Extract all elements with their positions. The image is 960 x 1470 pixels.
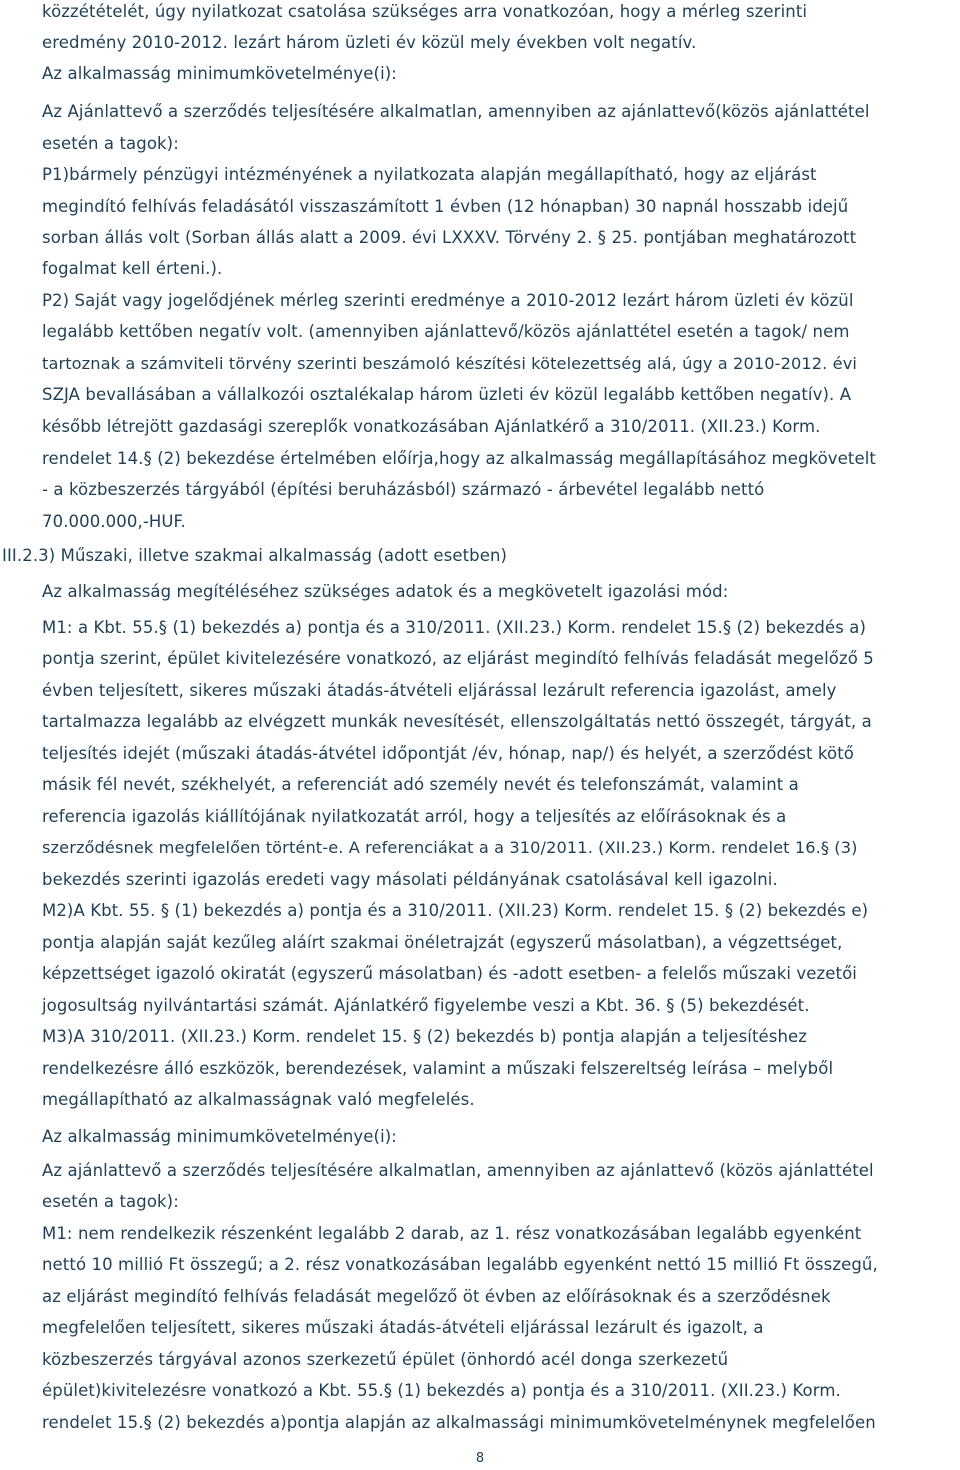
- text-line: megfelelően teljesített, sikeres műszaki átadás-átvételi eljárással lezárult és igazolt, a: [42, 1318, 764, 1337]
- text-line: másik fél nevét, székhelyét, a referenciát adó személy nevét és telefonszámát, valamint a: [42, 775, 799, 794]
- text-line: épület)kivitelezésre vonatkozó a Kbt. 55.§ (1) bekezdés a) pontja és a 310/2011. (XII.23.) Korm.: [42, 1381, 841, 1400]
- text-line: esetén a tagok):: [42, 1192, 179, 1211]
- text-line: nettó 10 millió Ft összegű; a 2. rész vonatkozásában legalább egyenként nettó 15 millió Ft összegű,: [42, 1255, 878, 1274]
- text-line: M2)A Kbt. 55. § (1) bekezdés a) pontja és a 310/2011. (XII.23) Korm. rendelet 15. § (2) bekezdés e): [42, 901, 869, 920]
- text-line: képzettséget igazoló okiratát (egyszerű másolatban) és -adott esetben- a felelős műszaki vezetői: [42, 964, 857, 983]
- text-line: 70.000.000,-HUF.: [42, 512, 186, 531]
- text-line: - a közbeszerzés tárgyából (építési beruházásból) származó - árbevétel legalább nettó: [42, 480, 765, 499]
- section-heading: Az alkalmasság minimumkövetelménye(i):: [42, 64, 397, 83]
- text-line: rendelkezésre álló eszközök, berendezések, valamint a műszaki felszereltség leírása – melyből: [42, 1059, 834, 1078]
- text-line: megállapítható az alkalmasságnak való megfelelés.: [42, 1090, 475, 1109]
- text-line: M1: nem rendelkezik részenként legalább 2 darab, az 1. rész vonatkozásában legalább egyenként: [42, 1224, 862, 1243]
- text-line: tartalmazza legalább az elvégzett munkák nevesítését, ellenszolgáltatás nettó összegét, tárgyát, a: [42, 712, 872, 731]
- text-line: közbeszerzés tárgyával azonos szerkezetű épület (önhordó acél donga szerkezetű: [42, 1350, 729, 1369]
- text-line: legalább kettőben negatív volt. (amennyiben ajánlattevő/közös ajánlattétel esetén a tagok/ nem: [42, 322, 850, 341]
- text-line: évben teljesített, sikeres műszaki átadás-átvételi eljárással lezárult referencia igazolást, amely: [42, 681, 837, 700]
- text-line: M1: a Kbt. 55.§ (1) bekezdés a) pontja és a 310/2011. (XII.23.) Korm. rendelet 15.§ (2) bekezdés a): [42, 618, 867, 637]
- text-line: szerződésnek megfelelően történt-e. A referenciákat a a 310/2011. (XII.23.) Korm. rendelet 16.§ (3): [42, 838, 858, 857]
- text-line: teljesítés idejét (műszaki átadás-átvétel időpontját /év, hónap, nap/) és helyét, a szerződést kötő: [42, 744, 854, 763]
- text-line: jogosultság nyilvántartási számát. Ajánlatkérő figyelembe veszi a Kbt. 36. § (5) bekezdését.: [42, 996, 810, 1015]
- text-line: M3)A 310/2011. (XII.23.) Korm. rendelet 15. § (2) bekezdés b) pontja alapján a teljesítéshez: [42, 1027, 808, 1046]
- text-line: Az ajánlattevő a szerződés teljesítésére alkalmatlan, amennyiben az ajánlattevő (közös ajánlattétel: [42, 1161, 874, 1180]
- text-line: referencia igazolás kiállítójának nyilatkozatát arról, hogy a teljesítés az előírásoknak és a: [42, 807, 787, 826]
- section-heading: III.2.3) Műszaki, illetve szakmai alkalmasság (adott esetben): [2, 546, 508, 565]
- section-heading: Az alkalmasság minimumkövetelménye(i):: [42, 1127, 397, 1146]
- text-line: fogalmat kell érteni.).: [42, 259, 223, 278]
- text-line: megindító felhívás feladásától visszaszámított 1 évben (12 hónapban) 30 napnál hosszabb idejű: [42, 197, 849, 216]
- text-line: rendelet 15.§ (2) bekezdés a)pontja alapján az alkalmassági minimumkövetelménynek megfelelően: [42, 1413, 876, 1432]
- text-line: az eljárást megindító felhívás feladását megelőző öt évben az előírásoknak és a szerződésnek: [42, 1287, 831, 1306]
- text-line: bekezdés szerinti igazolás eredeti vagy másolati példányának csatolásával kell igazolni.: [42, 870, 778, 889]
- text-line: később létrejött gazdasági szereplők vonatkozásában Ajánlatkérő a 310/2011. (XII.23.) Korm.: [42, 417, 821, 436]
- section-heading: Az alkalmasság megítéléséhez szükséges adatok és a megkövetelt igazolási mód:: [42, 582, 729, 601]
- page-number: 8: [475, 1451, 485, 1466]
- text-line: rendelet 14.§ (2) bekezdése értelmében előírja,hogy az alkalmasság megállapításához megkövetelt: [42, 449, 876, 468]
- text-line: tartoznak a számviteli törvény szerinti beszámoló készítési kötelezettség alá, úgy a 2010-2012. évi: [42, 354, 858, 373]
- text-line: pontja szerint, épület kivitelezésére vonatkozó, az eljárást megindító felhívás feladását megelőző 5: [42, 649, 874, 668]
- text-line: közzétételét, úgy nyilatkozat csatolása szükséges arra vonatkozóan, hogy a mérleg szerinti: [42, 2, 808, 21]
- text-line: P1)bármely pénzügyi intézményének a nyilatkozata alapján megállapítható, hogy az eljárást: [42, 165, 817, 184]
- text-line: SZJA bevallásában a vállalkozói osztalékalap három üzleti év közül legalább kettőben negatív). A: [42, 385, 852, 404]
- text-line: eredmény 2010-2012. lezárt három üzleti év közül mely években volt negatív.: [42, 33, 697, 52]
- text-line: sorban állás volt (Sorban állás alatt a 2009. évi LXXXV. Törvény 2. § 25. pontjában meghatározott: [42, 228, 857, 247]
- text-line: Az Ajánlattevő a szerződés teljesítésére alkalmatlan, amennyiben az ajánlattevő(közös ajánlattétel: [42, 102, 870, 121]
- text-line: P2) Saját vagy jogelődjének mérleg szerinti eredménye a 2010-2012 lezárt három üzleti év közül: [42, 291, 854, 310]
- text-line: pontja alapján saját kezűleg aláírt szakmai önéletrajzát (egyszerű másolatban), a végzettséget,: [42, 933, 843, 952]
- text-line: esetén a tagok):: [42, 134, 179, 153]
